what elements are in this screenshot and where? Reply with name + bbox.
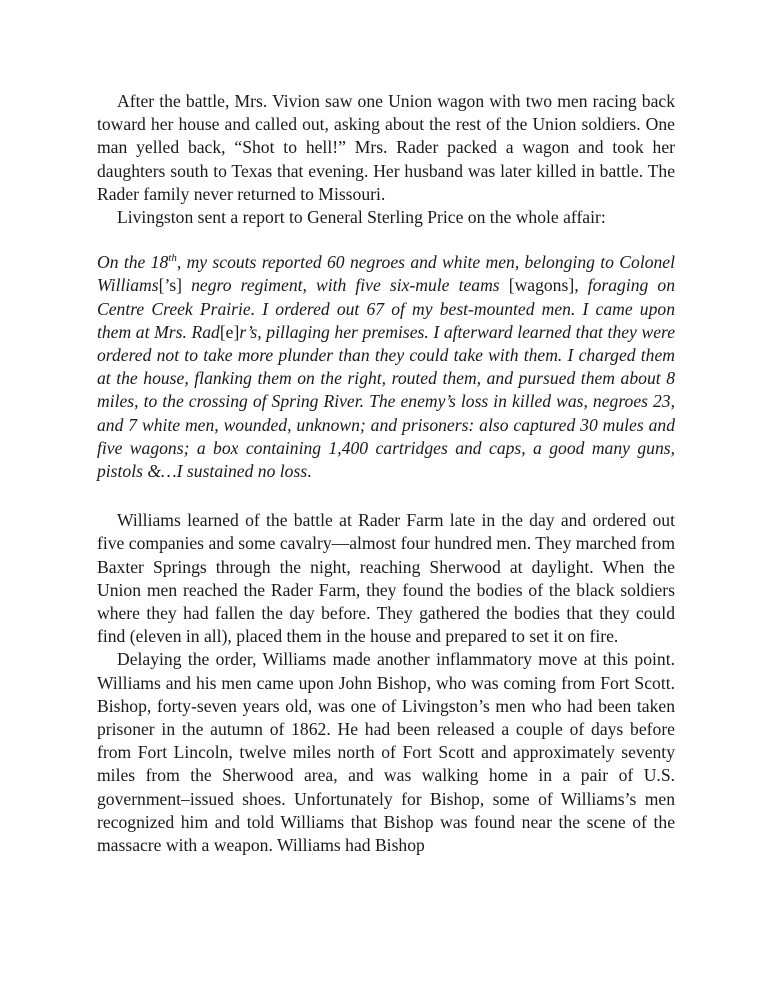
quote-text-5: r’s, pillaging her premises. I afterward learned that they were ordered not to take more plunder than they could take with them. I charged them at the house, flanking them on the right, routed them, and pursued them about 8 miles, to the crossing of Spring River. The enemy’s loss in killed was, negroes 23, and 7 white men, wounded, unknown; and prisoners: also captured 30 mules and five wagons; a box containing 1,400 cartridges and caps, a good many guns, pistols &…I sustained no loss xyxy=(97,321,676,482)
quote-text-4: , foraging on Centre Creek Prairie. I ordered out 67 of my best-mounted men. I came upon them at Mrs. Rad xyxy=(97,275,675,342)
page-body xyxy=(97,90,675,857)
paragraph-aftermath: After the battle, Mrs. Vivion saw one Union wagon with two men racing back toward her house and called out, asking about the rest of the Union soldiers. One man yelled back, “Shot to hell!” Mrs. Rader packed a wagon and took her daughters south to Texas that evening. Her husband was later killed in battle. The Rader family never returned to Missouri. xyxy=(97,91,675,204)
paragraph-john-bishop: Delaying the order, Williams made another inflammatory move at this point. Williams and his men came upon John Bishop, who was coming from Fort Scott. Bishop, forty-seven years old, was one of Livingston’s men who had been taken prisoner in the autumn of 1862. He had been released a couple of days before from Fort Lincoln, twelve miles north of Fort Scott and approximately seventy miles from the Sherwood area, and was walking home in a pair of U.S. government–issued shoes. Unfortunately for Bishop, some of Williams’s men recognized him and told Williams that Bishop was found near the scene of the massacre with a weapon. Williams had Bishop xyxy=(97,649,675,856)
quote-editorial-1: [’s] xyxy=(158,275,183,296)
paragraph-williams-response: Williams learned of the battle at Rader Farm late in the day and ordered out five companies and some cavalry—almost four hundred men. They marched from Baxter Springs through the night, reaching Sherwood at daylight. When the Union men reached the Rader Farm, they found the bodies of the black soldiers where they had fallen the day before. They gathered the bodies that they could find (eleven in all), placed them in the house and prepared to set it on fire. xyxy=(97,510,675,647)
quote-text-1: On the 18 xyxy=(97,252,169,273)
quote-editorial-2: [wagons] xyxy=(508,275,575,296)
quote-text-2: , my scouts reported 60 negroes and white men, belonging to Colonel Williams xyxy=(97,252,675,296)
quote-superscript: th xyxy=(168,252,177,265)
paragraph-report-intro: Livingston sent a report to General Sterling Price on the whole affair: xyxy=(117,207,606,228)
quote-editorial-3: [e] xyxy=(219,321,240,342)
block-quote-report xyxy=(97,251,675,483)
quote-end-period: . xyxy=(307,461,312,482)
quote-text-3: negro regiment, with five six-mule teams xyxy=(182,275,509,296)
